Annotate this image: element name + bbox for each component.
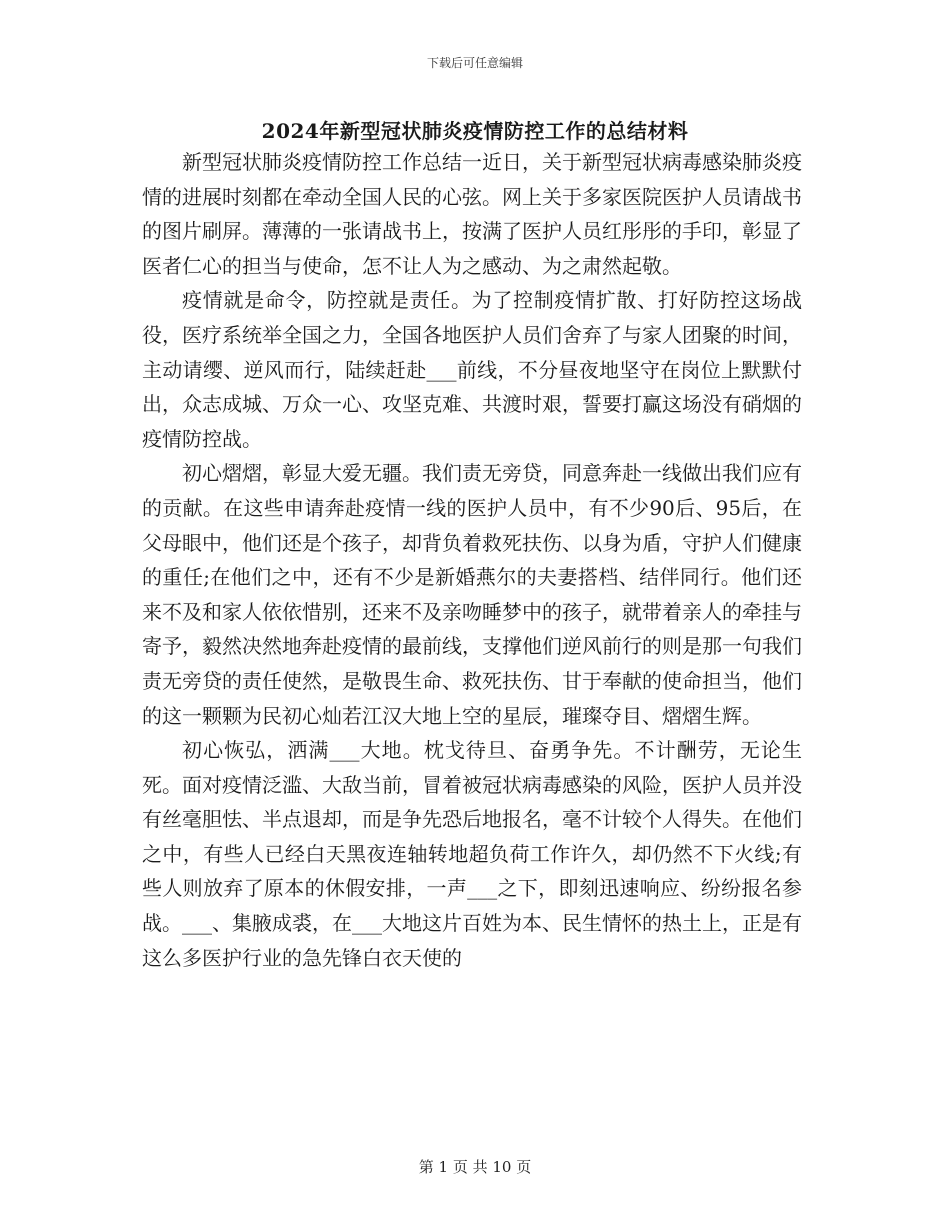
document-body	[142, 145, 802, 975]
paragraph-1: 新型冠状肺炎疫情防控工作总结一近日，关于新型冠状病毒感染肺炎疫情的进展时刻都在牵动全国人民的心弦。网上关于多家医院医护人员请战书的图片刷屏。薄薄的一张请战书上，按满了医护人员红彤彤的手印，彰显了医者仁心的担当与使命，怎不让人为之感动、为之肃然起敬。	[142, 150, 802, 278]
document-title: 2024年新型冠状肺炎疫情防控工作的总结材料	[261, 119, 689, 143]
page-number-footer: 第 1 页 共 10 页	[418, 1158, 532, 1176]
paragraph-3: 初心熠熠，彰显大爱无疆。我们责无旁贷，同意奔赴一线做出我们应有的贡献。在这些申请奔赴疫情一线的医护人员中，有不少90后、95后，在父母眼中，他们还是个孩子，却背负着救死扶伤、以身为盾，守护人们健康的重任;在他们之中，还有不少是新婚燕尔的夫妻搭档、结伴同行。他们还来不及和家人依依惜别，还来不及亲吻睡梦中的孩子，就带着亲人的牵挂与寄予，毅然决然地奔赴疫情的最前线，支撑他们逆风前行的则是那一句我们责无旁贷的责任使然，是敬畏生命、救死扶伤、甘于奉献的使命担当，他们的这一颗颗为民初心灿若江汉大地上空的星辰，璀璨夺目、熠熠生辉。	[142, 461, 802, 728]
paragraph-2: 疫情就是命令，防控就是责任。为了控制疫情扩散、打好防控这场战役，医疗系统举全国之力，全国各地医护人员们舍弃了与家人团聚的时间，主动请缨、逆风而行，陆续赶赴___前线，不分昼夜地坚守在岗位上默默付出，众志成城、万众一心、攻坚克难、共渡时艰，誓要打赢这场没有硝烟的疫情防控战。	[142, 288, 802, 451]
paragraph-4: 初心恢弘，洒满___大地。枕戈待旦、奋勇争先。不计酬劳，无论生死。面对疫情泛滥、大敌当前，冒着被冠状病毒感染的风险，医护人员并没有丝毫胆怯、半点退却，而是争先恐后地报名，毫不计较个人得失。在他们之中，有些人已经白天黑夜连轴转地超负荷工作许久，却仍然不下火线;有些人则放弃了原本的休假安排，一声___之下，即刻迅速响应、纷纷报名参战。___、集腋成裘，在___大地这片百姓为本、民生情怀的热土上，正是有这么多医护行业的急先锋白衣天使的	[142, 738, 802, 970]
page-header-note: 下载后可任意编辑	[426, 56, 523, 70]
